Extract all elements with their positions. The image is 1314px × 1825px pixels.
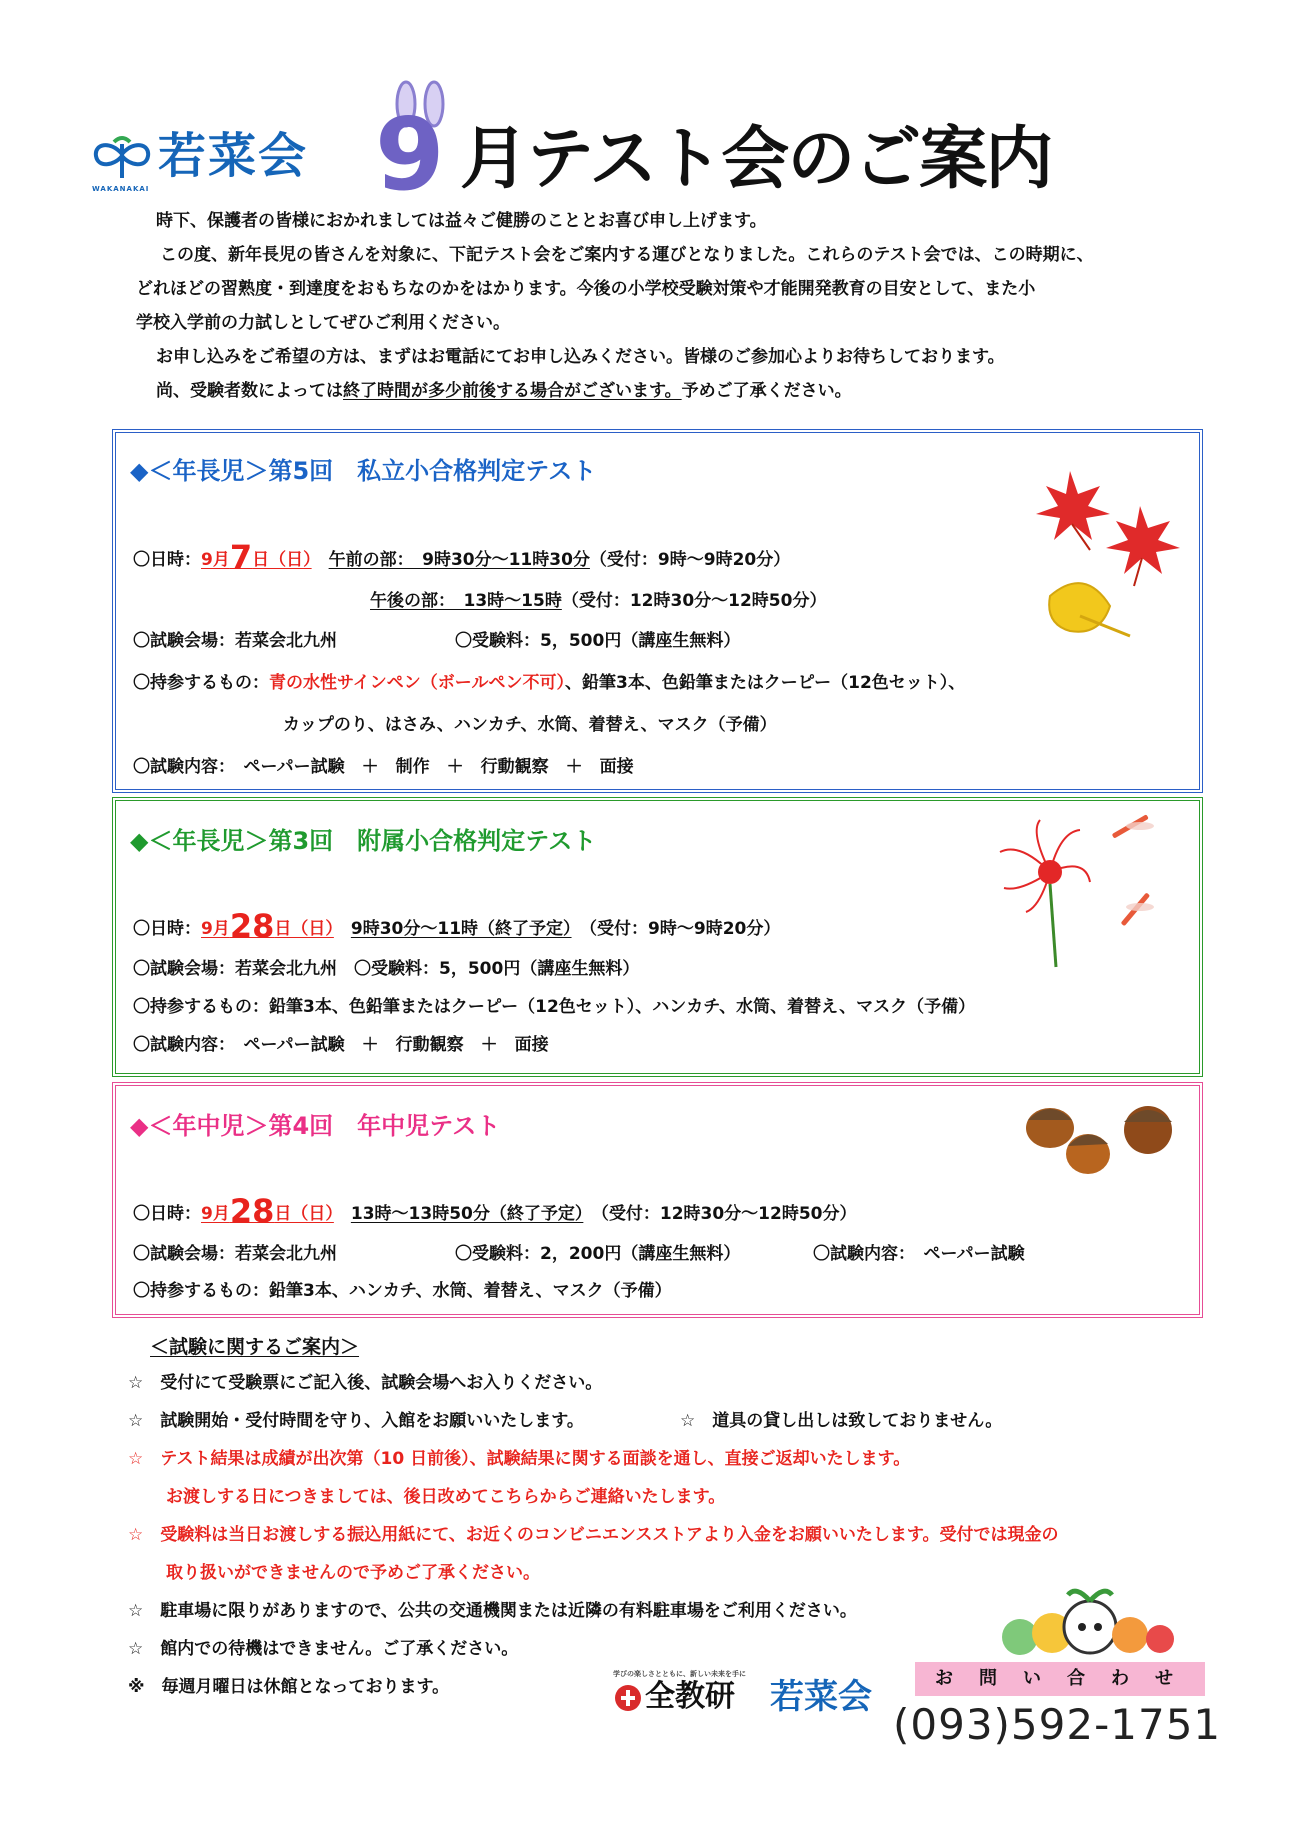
section1-fee: 〇受験料：5，500円（講座生無料） [455, 631, 741, 651]
autumn-leaves-icon [1030, 466, 1190, 676]
section3-date: 〇日時：9月28日（日） 13時～13時50分（終了予定） （受付：12時30分～12時50分） [133, 1192, 857, 1230]
notes-heading: ＜試験に関するご案内＞ [150, 1336, 360, 1358]
note-2a: ☆ 試験開始・受付時間を守り、入館をお願いいたします。 [128, 1411, 584, 1431]
note-3b: お渡しする日につきましては、後日改めてこちらからご連絡いたします。 [166, 1487, 726, 1507]
section2-items: 〇持参するもの：鉛筆3本、色鉛筆またはクーピー（12色セット）、ハンカチ、水筒、着替え、マスク（予備） [133, 997, 976, 1017]
section1-title: ◆＜年長児＞第5回 私立小合格判定テスト [130, 457, 597, 485]
intro-line-1: 時下、保護者の皆様におかれましては益々ご健勝のこととお喜び申し上げます。 [156, 211, 767, 231]
brand-name-2: 若菜会 [770, 1677, 872, 1717]
section1-venue: 〇試験会場：若菜会北九州 [133, 631, 337, 651]
mascots-icon [990, 1585, 1180, 1665]
section1-afternoon: 午後の部： 13時～15時（受付：12時30分～12時50分） [370, 591, 827, 611]
zenkyoken-logo-icon [613, 1683, 643, 1713]
note-1: ☆ 受付にて受験票にご記入後、試験会場へお入りください。 [128, 1373, 603, 1393]
contact-phone[interactable]: (093)592-1751 [893, 1700, 1222, 1749]
section3-content: 〇試験内容： ペーパー試験 [813, 1244, 1025, 1264]
section2-date: 〇日時：9月28日（日） 9時30分～11時（終了予定） （受付：9時～9時20分） [133, 907, 781, 945]
section3-items: 〇持参するもの：鉛筆3本、ハンカチ、水筒、着替え、マスク（予備） [133, 1281, 672, 1301]
contact-banner [915, 1662, 1205, 1696]
acorns-icon [1020, 1094, 1180, 1180]
note-3a: ☆ テスト結果は成績が出次第（10 日前後）、試験結果に関する面談を通し、直接ご返却いたします。 [128, 1449, 911, 1469]
intro-line-5: お申し込みをご希望の方は、まずはお電話にてお申し込みください。皆様のご参加心よりお待ちしております。 [156, 347, 1005, 367]
section1-items-line2: カップのり、はさみ、ハンカチ、水筒、着替え、マスク（予備） [283, 715, 777, 735]
logo-sub: WAKANAKAI [92, 185, 150, 193]
brand-tagline: 学びの楽しさとともに、新しい未来を手に [613, 1670, 746, 1678]
section3-venue: 〇試験会場：若菜会北九州 [133, 1244, 337, 1264]
note-5: ☆ 駐車場に限りがありますので、公共の交通機関または近隣の有料駐車場をご利用ください。 [128, 1601, 857, 1621]
title-number: 9 [375, 96, 445, 213]
spider-lily-dragonfly-icon [990, 812, 1170, 972]
section3-title: ◆＜年中児＞第4回 年中児テスト [130, 1112, 501, 1140]
note-6: ☆ 館内での待機はできません。ご了承ください。 [128, 1639, 519, 1659]
section2-content: 〇試験内容： ペーパー試験 ＋ 行動観察 ＋ 面接 [133, 1035, 549, 1055]
wakanakai-logo-icon [90, 134, 154, 180]
section2-venue-fee: 〇試験会場：若菜会北九州 〇受験料：5，500円（講座生無料） [133, 959, 640, 979]
section2-title: ◆＜年長児＞第3回 附属小合格判定テスト [130, 827, 597, 855]
intro-line-6: 尚、受験者数によっては終了時間が多少前後する場合がございます。予めご了承ください。 [156, 381, 852, 401]
page-title: 月テスト会のご案内 [460, 120, 1052, 199]
section1-content: 〇試験内容： ペーパー試験 ＋ 制作 ＋ 行動観察 ＋ 面接 [133, 757, 634, 777]
intro-line-4: 学校入学前の力試しとしてぜひご利用ください。 [136, 313, 510, 333]
section3-fee: 〇受験料：2，200円（講座生無料） [455, 1244, 741, 1264]
note-2b: ☆ 道具の貸し出しは致しておりません。 [680, 1411, 1003, 1431]
intro-line-2: この度、新年長児の皆さんを対象に、下記テスト会をご案内する運びとなりました。これらのテスト会では、この時期に、 [160, 245, 1094, 265]
brand-name: 全教研 [645, 1679, 735, 1714]
section1-date: 〇日時：9月7日（日） 午前の部： 9時30分～11時30分（受付：9時～9時20分） [133, 538, 791, 576]
contact-label: お 問 い 合 わ せ [935, 1668, 1177, 1689]
note-4b: 取り扱いができませんので予めご了承ください。 [166, 1563, 540, 1583]
section1-items: 〇持参するもの：青の水性サインペン（ボールペン不可）、鉛筆3本、色鉛筆またはクーピー（12色セット）、 [133, 673, 966, 693]
note-4a: ☆ 受験料は当日お渡しする振込用紙にて、お近くのコンビニエンスストアより入金をお願いいたします。受付では現金の [128, 1525, 1059, 1545]
logo-name: 若菜会 [158, 128, 309, 184]
note-7: ※ 毎週月曜日は休館となっております。 [128, 1677, 450, 1697]
intro-line-3: どれほどの習熟度・到達度をおもちなのかをはかります。今後の小学校受験対策や才能開発教育の目安として、また小 [136, 279, 1036, 299]
